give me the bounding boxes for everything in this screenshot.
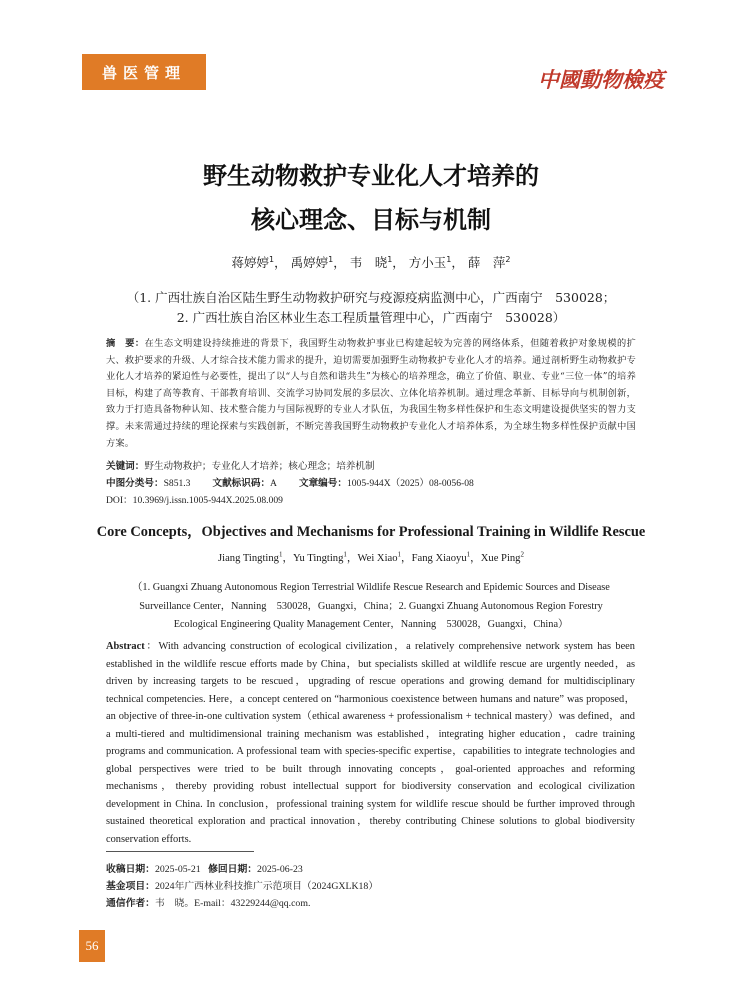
author-affiliation-mark: 1 [446, 254, 452, 264]
english-abstract-text: ：With advancing construction of ecological civilization，a relatively comprehensive network system has been established in the wildlife rescue efforts made by China，but specialists skilled at wildlife rescue are urgently needed，as driven by increasing targets to be rescued，upgrading of rescue operations and growing demand for multidisciplinary technical competencies. Here，a concept centered on “harmonious coexistence between humans and nature” was proposed，an objective of three-in-one cultivation system（ethical awareness + professionalism + technical mastery）was defined，and a multi-tiered and multidimensional training mechanism was established，integrating higher education，cadre training programs and communication. A professional team with species-specific expertise，capabilities to integrate technologies and global perspectives were tried to be built through innovating concepts，goal-oriented approaches and reforming mechanisms，thereby providing robust intellectual support for biodiversity conservation and ecological civilization development in China. In conclusion，professional training system for wildlife rescue should be further improved through sustained theoretical exploration and practical innovation，thereby contributing Chinese solutions to global biodiversity conservation efforts. [106, 641, 635, 846]
author-name: 蒋婷婷 [231, 255, 270, 270]
clc-value: S851.3 [163, 478, 191, 489]
revised-date: 2025-06-23 [257, 864, 303, 875]
journal-logo: 中國動物檢疫 [538, 67, 664, 92]
fund-text: 2024年广西林业科技推广示范项目（2024GXLK18） [154, 881, 379, 892]
corresponding-text: 韦 晓。E-mail：43229244@qq.com. [154, 898, 311, 909]
received-date: 2025-05-21 [154, 864, 201, 875]
chinese-abstract [106, 336, 636, 452]
article-number-value: 1005-944X（2025）08-0056-08 [346, 478, 474, 489]
author-affiliation-mark: 1 [328, 254, 334, 264]
classification-line [106, 475, 474, 489]
doc-code-label: 文献标识码： [212, 478, 271, 489]
clc-label: 中图分类号： [106, 478, 164, 489]
doi[interactable]: DOI：10.3969/j.issn.1005-944X.2025.08.009 [106, 495, 283, 506]
english-abstract [106, 638, 635, 849]
abstract-text: 在生态文明建设持续推进的背景下，我国野生动物救护事业已构建起较为完善的网络体系，但随着救护对象规模的扩大、救护要求的升级、人才综合技术能力需求的提升，迫切需要加强野生动物救护专业化人才的培养。通过剖析野生动物救护专业化人才培养的紧迫性与必要性，提出了以“人与自然和谐共生”为核心的培养理念，确立了价值、职业、专业“三位一体”的培养目标，构建了高等教育、干部教育培训、交流学习协同发展的多层次、立体化培养机制。通过理念革新、目标导向与机制创新，致力于打造具备物种认知、技术整合能力与国际视野的专业人才队伍，为我国生物多样性保护和生态文明建设提供坚实的智力支撑。未来需通过持续的理论探索与实践创新，不断完善我国野生动物救护专业化人才培养体系，为全球生物多样性保护贡献中国方案。 [106, 338, 636, 449]
revised-label: 修回日期： [208, 864, 258, 875]
author-affiliation-mark: 1 [269, 254, 275, 264]
corresponding-author-line [106, 895, 310, 909]
article-number-label: 文章编号： [298, 478, 347, 489]
section-tag: 兽医管理 [82, 54, 206, 90]
en-author-name: Yu Tingting [293, 553, 344, 564]
page-number: 56 [79, 930, 105, 962]
en-author-name: Fang Xiaoyu [411, 553, 467, 564]
english-abstract-label: Abstract [106, 641, 145, 652]
en-author-name: Jiang Tingting [218, 553, 279, 564]
fund-line [106, 878, 378, 892]
author-name: 韦 晓 [349, 255, 388, 270]
en-author-affiliation-mark: 1 [397, 550, 402, 559]
keywords-label: 关键词： [106, 461, 145, 472]
english-title: Core Concepts，Objectives and Mechanisms for Professional Training in Wildlife Rescue [96, 524, 646, 540]
en-author-affiliation-mark: 1 [343, 550, 347, 559]
english-affiliation-line-3: Ecological Engineering Quality Management Center，Nanning 530028，Guangxi，China） [173, 619, 569, 630]
footnote-divider [106, 851, 254, 852]
en-author-name: Wei Xiao [357, 553, 398, 564]
keywords-text: 野生动物救护；专业化人才培养；核心理念；培养机制 [144, 461, 375, 472]
en-author-affiliation-mark: 2 [520, 550, 524, 559]
en-author-name: Xue Ping [480, 553, 521, 564]
affiliation-line-1: （1. 广西壮族自治区陆生野生动物救护研究与疫源疫病监测中心，广西南宁 530028； [126, 290, 616, 305]
author-name: 方小玉 [408, 255, 447, 270]
en-author-affiliation-mark: 1 [278, 550, 283, 559]
received-label: 收稿日期： [106, 864, 155, 875]
en-author-affiliation-mark: 1 [466, 550, 471, 559]
article-title-line-1: 野生动物救护专业化人才培养的 [203, 162, 539, 190]
english-affiliation-line-1: （1. Guangxi Zhuang Autonomous Region Terrestrial Wildlife Rescue Research and Epidemic Sources and Disease [132, 582, 610, 593]
doc-code-value: A [270, 478, 277, 489]
author-name: 薛 萍 [467, 255, 506, 270]
author-affiliation-mark: 2 [505, 254, 511, 264]
article-title-line-2: 核心理念、目标与机制 [251, 206, 491, 234]
abstract-label: 摘 要： [106, 338, 145, 349]
keywords [106, 458, 375, 472]
author-name: 禹婷婷 [290, 255, 329, 270]
english-author-list: Jiang Tingting$^1$，Yu Tingting$^1$，Wei Xiao$^1$，Fang Xiaoyu$^1$，Xue Ping$^2$ [218, 550, 524, 564]
dates-line [106, 861, 303, 875]
author-affiliation-mark: 1 [387, 254, 393, 264]
affiliation-line-2: 2. 广西壮族自治区林业生态工程质量管理中心，广西南宁 530028） [176, 310, 566, 325]
english-affiliation-line-2: Surveillance Center，Nanning 530028，Guangxi，China；2. Guangxi Zhuang Autonomous Region Forestry [139, 601, 603, 612]
author-list: 蒋婷婷$^1$， 禹婷婷$^1$， 韦 晓$^1$， 方小玉$^1$， 薛 萍$^2$ [231, 254, 511, 270]
corresponding-label: 通信作者： [106, 898, 155, 909]
fund-label: 基金项目： [106, 881, 155, 892]
